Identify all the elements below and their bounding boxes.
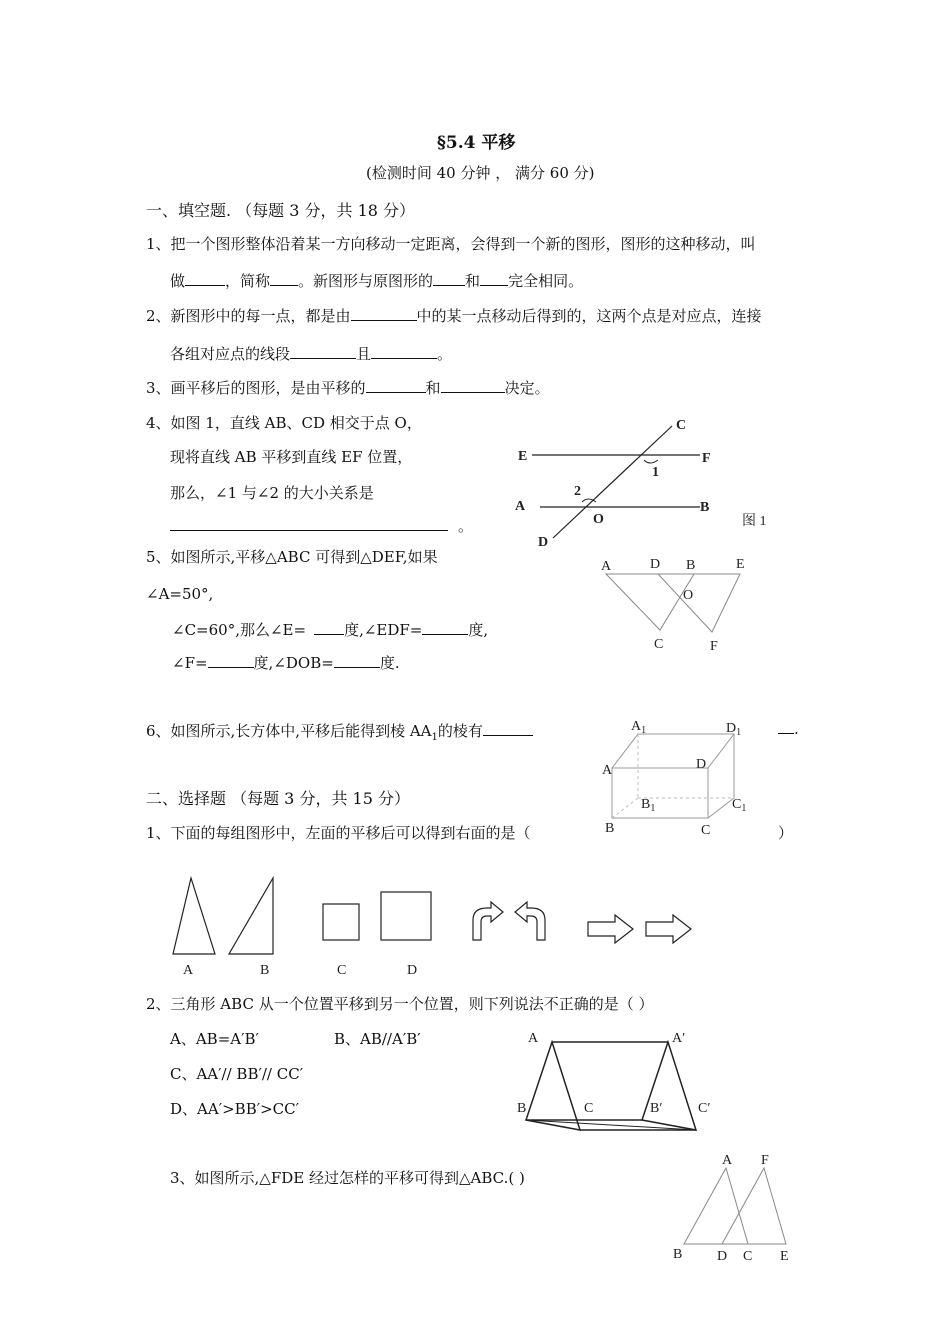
label-c: C — [676, 418, 687, 433]
s2q3-label-c: C — [743, 1249, 753, 1264]
s2q2-label-b: B — [517, 1101, 527, 1116]
q5-label-o: O — [683, 588, 694, 603]
s2q2-label-a: A — [528, 1031, 539, 1046]
q1-blank-1[interactable] — [185, 272, 225, 286]
q4-answer-line: 。 — [170, 515, 473, 536]
triangle-abc-prime — [642, 1042, 696, 1130]
page-subtitle: (检测时间 40 分钟 ， 满分 60 分) — [366, 164, 595, 182]
q2-line1: 2、新图形中的每一点，都是由 中的某一点移动后得到的，这两个点是对应点，连接 — [146, 307, 762, 325]
q5-label-e: E — [736, 557, 745, 572]
q1-blank-4[interactable] — [480, 272, 508, 286]
label-e: E — [518, 449, 528, 464]
section2-heading: 二、选择题 （每题 3 分，共 15 分） — [146, 789, 410, 808]
cuboid-label-a1: $A_1$ — [631, 719, 647, 736]
square-small — [323, 904, 359, 940]
cuboid-label-c1: $C_1$ — [732, 797, 747, 814]
q5-line3: ∠C=60°,那么∠E= 度,∠EDF= 度, — [172, 621, 489, 639]
edge-dd1 — [708, 734, 734, 768]
label-d: D — [538, 535, 549, 550]
s2-q2-option-c[interactable]: C、AA′// BB′// CC′ — [170, 1065, 304, 1083]
label-b: B — [700, 500, 710, 515]
s2-q2-option-d[interactable]: D、AA′>BB′>CC′ — [170, 1100, 300, 1118]
q1-blank-3[interactable] — [433, 272, 465, 286]
q6-blank-2[interactable] — [778, 720, 794, 734]
choice-label-d: D — [407, 963, 418, 978]
cuboid-outline — [612, 734, 734, 818]
triangle-abc-q3 — [684, 1168, 748, 1244]
s2q3-label-b: B — [673, 1247, 683, 1262]
curved-arrow-right-icon — [473, 902, 503, 940]
triangle-fde-q3 — [722, 1168, 786, 1244]
section1-heading: 一、填空题. （每题 3 分，共 18 分） — [146, 201, 416, 220]
q2-blank-1[interactable] — [351, 307, 417, 321]
label-angle-1: 1 — [652, 465, 659, 480]
curved-arrow-left-icon — [515, 902, 545, 940]
q5-label-c: C — [654, 637, 664, 652]
triangle-a-left — [173, 878, 215, 954]
square-large — [381, 892, 431, 940]
q6-line-end: . — [778, 720, 799, 738]
s2q2-label-c-prime: C′ — [698, 1101, 711, 1116]
cuboid-label-b: B — [605, 821, 615, 836]
cuboid-label-a: A — [602, 763, 613, 778]
q5-label-b: B — [686, 558, 696, 573]
q1-line2: 做 ，简称 。新图形与原图形的 和 完全相同。 — [170, 272, 584, 290]
s2-q3-text: 3、如图所示,△FDE 经过怎样的平移可得到△ABC.( ) — [170, 1169, 525, 1187]
cuboid-label-c: C — [701, 823, 711, 838]
q5-blank-1[interactable] — [314, 621, 344, 635]
triangle-a-right — [229, 878, 273, 954]
q5-line1: 5、如图所示,平移△ABC 可得到△DEF,如果 — [146, 548, 438, 566]
triangle-abc — [606, 574, 694, 630]
page-title: §5.4 平移 — [437, 133, 516, 153]
figure-1 — [500, 410, 790, 555]
q6-line: 6、如图所示,长方体中,平移后能得到棱 $AA_1$的棱有 — [146, 720, 533, 743]
cuboid-label-b1: $B_1$ — [641, 797, 656, 814]
q2-blank-3[interactable] — [371, 345, 437, 359]
s2q3-label-d: D — [717, 1249, 728, 1264]
choice-label-a: A — [183, 963, 194, 978]
angle-1-arc — [644, 460, 658, 463]
q5-label-a: A — [601, 559, 612, 574]
q4-blank[interactable] — [170, 517, 448, 531]
label-o: O — [593, 512, 604, 527]
q1-blank-2[interactable] — [270, 272, 298, 286]
s2q2-label-a-prime: A′ — [672, 1031, 686, 1046]
label-f: F — [702, 451, 711, 466]
line-cd — [553, 426, 672, 538]
choice-label-b: B — [260, 963, 270, 978]
q5-blank-3[interactable] — [208, 654, 254, 668]
q3-blank-2[interactable] — [441, 379, 505, 393]
arrow-right-icon-2 — [646, 915, 691, 943]
cuboid-label-d1: $D_1$ — [726, 721, 742, 738]
s2-q1-close: ） — [778, 824, 794, 842]
figure-1-caption: 图 1 — [742, 514, 767, 529]
s2q3-label-e: E — [780, 1249, 789, 1264]
q5-blank-4[interactable] — [334, 654, 380, 668]
triangle-def — [658, 574, 740, 632]
figure-cuboid — [598, 712, 768, 842]
s2-q2-option-a[interactable]: A、AB=A′B′ — [170, 1030, 259, 1048]
q3-blank-1[interactable] — [366, 379, 426, 393]
s2q3-label-a: A — [722, 1153, 733, 1168]
q5-label-d: D — [650, 557, 661, 572]
q4-line2: 现将直线 AB 平移到直线 EF 位置， — [170, 448, 413, 466]
hidden-edge-3 — [612, 798, 638, 818]
choice-figures — [165, 872, 705, 982]
figure-q5 — [598, 552, 758, 657]
s2q2-label-b-prime: B′ — [650, 1101, 663, 1116]
triangle-abc-s2 — [526, 1042, 580, 1130]
s2-q1-text: 1、下面的每组图形中，左面的平移后可以得到右面的是（ — [146, 824, 531, 842]
s2q2-label-c: C — [584, 1101, 594, 1116]
label-a: A — [515, 499, 526, 514]
choice-label-c: C — [337, 963, 347, 978]
q4-line1: 4、如图 1，直线 AB、CD 相交于点 O， — [146, 414, 422, 432]
s2-q2-option-b[interactable]: B、AB//A′B′ — [334, 1030, 421, 1048]
cuboid-label-d: D — [696, 757, 707, 772]
q6-blank-1[interactable] — [483, 722, 533, 736]
s2-q2-text: 2、三角形 ABC 从一个位置平移到另一个位置，则下列说法不正确的是（ ） — [146, 995, 654, 1013]
label-angle-2: 2 — [574, 484, 581, 499]
arrow-right-icon-1 — [588, 915, 633, 943]
q5-label-f: F — [710, 639, 718, 654]
q4-line3: 那么，∠1 与∠2 的大小关系是 — [170, 484, 374, 502]
q5-line4: ∠F= 度,∠DOB= 度. — [172, 654, 400, 672]
q5-blank-2[interactable] — [422, 621, 468, 635]
q2-blank-2[interactable] — [290, 345, 356, 359]
q3-line: 3、画平移后的图形，是由平移的 和 决定。 — [146, 379, 550, 397]
figure-s2q3 — [668, 1148, 798, 1268]
q2-line2: 各组对应点的线段 且 。 — [170, 345, 453, 363]
q5-line2: ∠A=50°, — [146, 585, 214, 603]
figure-s2q2 — [512, 1024, 727, 1139]
q1-line1: 1、把一个图形整体沿着某一方向移动一定距离，会得到一个新的图形，图形的这种移动，叫 — [146, 235, 756, 253]
s2q3-label-f: F — [761, 1153, 769, 1168]
